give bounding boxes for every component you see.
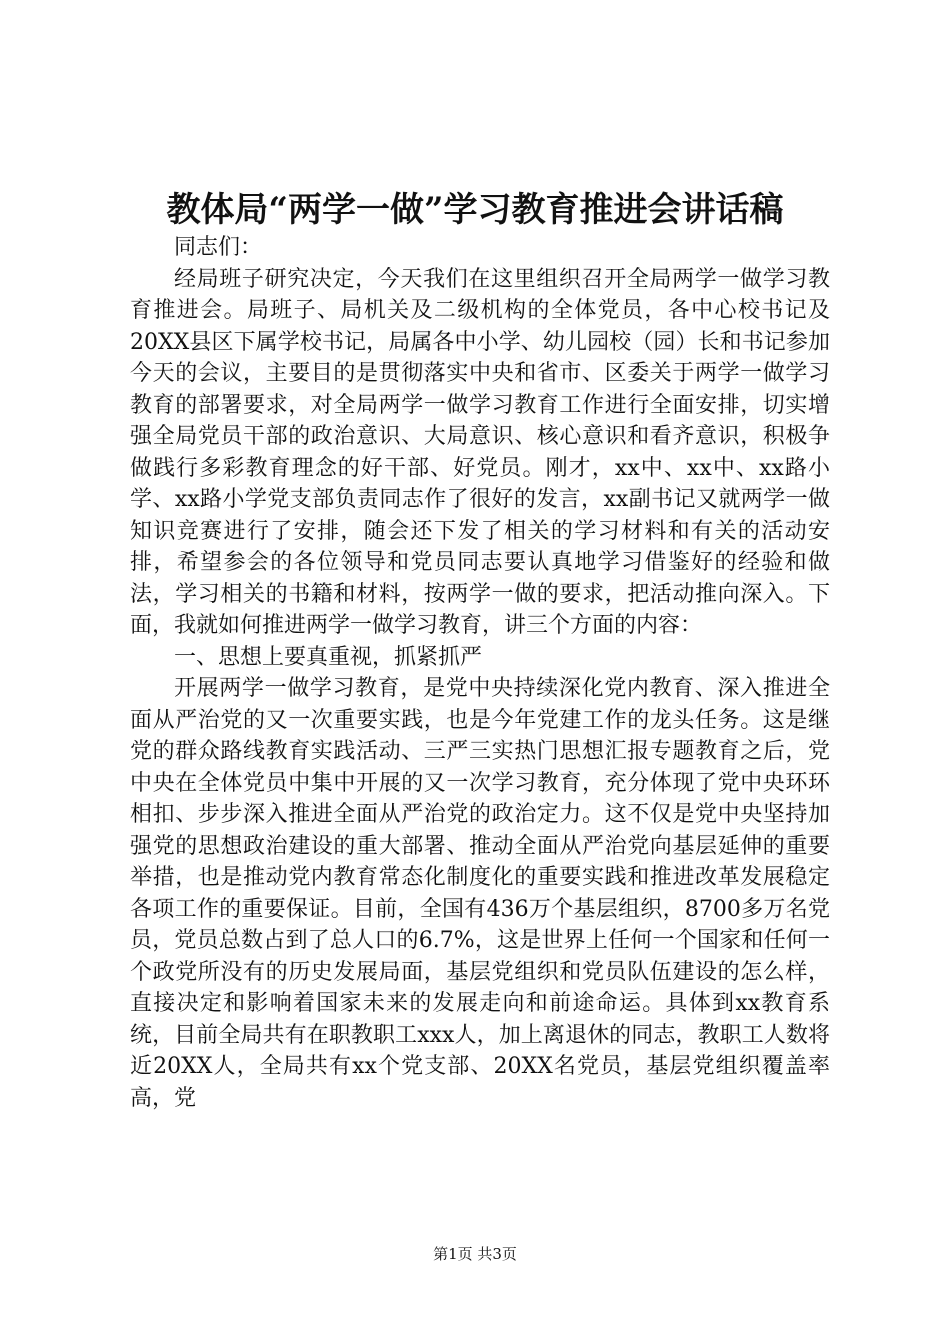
document-title: 教体局“两学一做”学习教育推进会讲话稿 xyxy=(166,190,784,230)
section-heading: 一、思想上要真重视，抓紧抓严 xyxy=(174,644,483,670)
salutation: 同志们： xyxy=(174,235,263,260)
page-number-footer: 第1页 共3页 xyxy=(433,1245,517,1263)
section-paragraph: 开展两学一做学习教育，是党中央持续深化党内教育、深入推进全面从严治党的又一次重要实践，也是今年党建工作的龙头任务。这是继党的群众路线教育实践活动、三严三实热门思想汇报专题教育之后，党中央在全体党员中集中开展的又一次学习教育，充分体现了党中央环环相扣、步步深入推进全面从严治党的政治定力。这不仅是党中央坚持加强党的思想政治建设的重大部署、推动全面从严治党向基层延伸的重要举措，也是推动党内教育常态化制度化的重要实践和推进改革发展稳定各项工作的重要保证。目前，全国有436万个基层组织，8700多万名党员，党员总数占到了总人口的6.7%，这是世界上任何一个国家和任何一个政党所没有的历史发展局面，基层党组织和党员队伍建设的怎么样，直接决定和影响着国家未来的发展走向和前途命运。具体到xx教育系统，目前全局共有在职教职工xxx人，加上离退休的同志，教职工人数将近20XX人，全局共有xx个党支部、20XX名党员，基层党组织覆盖率高，党 xyxy=(130,676,830,1111)
opening-paragraph: 经局班子研究决定，今天我们在这里组织召开全局两学一做学习教育推进会。局班子、局机关及二级机构的全体党员，各中心校书记及20XX县区下属学校书记，局属各中小学、幼儿园校（园）长和书记参加今天的会议，主要目的是贯彻落实中央和省市、区委关于两学一做学习教育的部署要求，对全局两学一做学习教育工作进行全面安排，切实增强全局党员干部的政治意识、大局意识、核心意识和看齐意识，积极争做践行多彩教育理念的好干部、好党员。刚才，xx中、xx中、xx路小学、xx路小学党支部负责同志作了很好的发言，xx副书记又就两学一做知识竞赛进行了安排，随会还下发了相关的学习材料和有关的活动安排，希望参会的各位领导和党员同志要认真地学习借鉴好的经验和做法，学习相关的书籍和材料，按两学一做的要求，把活动推向深入。下面，我就如何推进两学一做学习教育，讲三个方面的内容： xyxy=(130,266,830,638)
document-body xyxy=(130,232,830,1114)
